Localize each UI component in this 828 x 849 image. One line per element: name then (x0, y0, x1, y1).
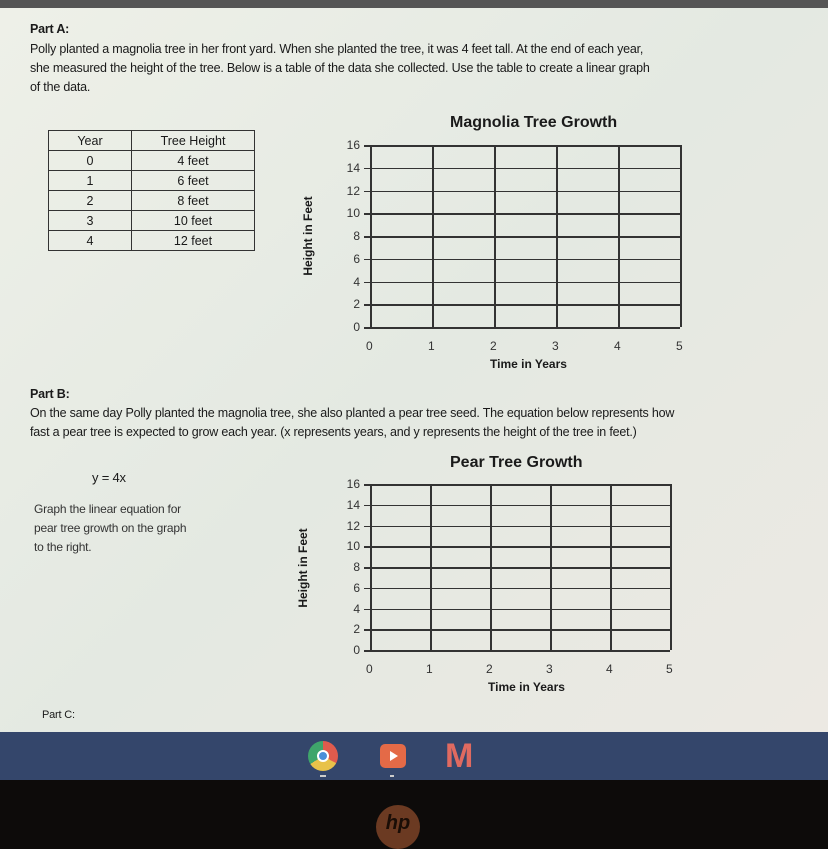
h-gridline (364, 588, 670, 590)
y-tick-label: 2 (353, 297, 360, 312)
year-cell: 2 (49, 191, 132, 211)
x-tick-label: 2 (490, 339, 497, 353)
h-gridline (364, 213, 680, 215)
table-row (49, 191, 255, 211)
h-gridline (364, 650, 670, 652)
chromeos-shelf (0, 732, 828, 780)
x-axis-label: Time in Years (488, 680, 565, 694)
h-gridline (364, 236, 680, 238)
instruction-line: Graph the linear equation for (34, 502, 181, 516)
y-tick-label: 16 (346, 138, 360, 152)
x-tick-label: 5 (666, 662, 673, 676)
hp-logo: hp (376, 805, 420, 849)
table-row (49, 151, 255, 171)
h-gridline (364, 304, 680, 306)
v-gridline (670, 484, 672, 650)
x-tick-label: 0 (366, 339, 373, 353)
h-gridline (364, 168, 680, 170)
table-header: Year (49, 131, 132, 151)
y-axis-label: Height in Feet (296, 528, 310, 608)
v-gridline (370, 484, 372, 650)
part-c-heading: Part C: (42, 709, 75, 721)
y-tick-label: 10 (346, 206, 360, 221)
chart-title: Pear Tree Growth (450, 454, 583, 471)
height-cell: 12 feet (132, 231, 255, 251)
table-row (49, 231, 255, 251)
table-header: Tree Height (132, 131, 255, 151)
y-tick-label: 10 (346, 539, 360, 554)
y-tick-label: 12 (346, 183, 360, 198)
running-indicator (390, 775, 394, 777)
chrome-icon[interactable] (308, 741, 338, 771)
y-tick-label: 12 (346, 518, 360, 533)
v-gridline (432, 145, 434, 327)
y-tick-label: 16 (346, 477, 360, 491)
part-b-line: On the same day Polly planted the magnolia tree, she also planted a pear tree seed. The equation below represents how (30, 406, 675, 420)
h-gridline (364, 282, 680, 284)
part-a-heading: Part A: (30, 22, 70, 36)
tree-height-table (48, 130, 255, 251)
h-gridline (364, 526, 670, 528)
y-tick-label: 4 (353, 601, 360, 616)
year-cell: 3 (49, 211, 132, 231)
year-cell: 4 (49, 231, 132, 251)
header-band (0, 0, 828, 8)
h-gridline (364, 546, 670, 548)
h-gridline (364, 484, 670, 486)
y-tick-label: 0 (353, 320, 360, 334)
instruction-line: to the right. (34, 540, 92, 554)
y-tick-label: 6 (353, 251, 360, 266)
y-tick-label: 4 (353, 274, 360, 289)
x-tick-label: 4 (614, 339, 621, 353)
part-a-line: of the data. (30, 80, 91, 94)
chrome-icon-center (317, 750, 329, 762)
v-gridline (430, 484, 432, 650)
part-b-heading: Part B: (30, 387, 70, 401)
x-tick-label: 1 (428, 339, 435, 353)
x-axis-label: Time in Years (490, 357, 567, 371)
y-tick-label: 14 (346, 160, 360, 175)
play-icon (390, 751, 398, 761)
x-tick-label: 5 (676, 339, 683, 353)
x-tick-label: 3 (552, 339, 559, 353)
chart-title: Magnolia Tree Growth (450, 114, 618, 131)
height-cell: 6 feet (132, 171, 255, 191)
height-cell: 8 feet (132, 191, 255, 211)
h-gridline (364, 259, 680, 261)
instruction-line: pear tree growth on the graph (34, 521, 187, 535)
y-tick-label: 0 (353, 643, 360, 657)
v-gridline (490, 484, 492, 650)
y-axis-label: Height in Feet (301, 196, 315, 276)
height-cell: 4 feet (132, 151, 255, 171)
youtube-icon[interactable] (380, 744, 406, 768)
h-gridline (364, 505, 670, 507)
year-cell: 1 (49, 171, 132, 191)
x-tick-label: 2 (486, 662, 493, 676)
x-tick-label: 1 (426, 662, 433, 676)
y-tick-label: 8 (353, 229, 360, 243)
h-gridline (364, 629, 670, 631)
height-cell: 10 feet (132, 211, 255, 231)
x-tick-label: 3 (546, 662, 553, 676)
y-tick-label: 14 (346, 497, 360, 512)
y-tick-label: 6 (353, 580, 360, 595)
h-gridline (364, 191, 680, 193)
part-a-line: she measured the height of the tree. Below is a table of the data she collected. Use the table to create a linear graph (30, 61, 650, 75)
v-gridline (680, 145, 682, 327)
h-gridline (364, 609, 670, 611)
table-row (49, 171, 255, 191)
h-gridline (364, 567, 670, 569)
v-gridline (370, 145, 372, 327)
v-gridline (610, 484, 612, 650)
x-tick-label: 0 (366, 662, 373, 676)
year-cell: 0 (49, 151, 132, 171)
y-tick-label: 8 (353, 560, 360, 574)
v-gridline (618, 145, 620, 327)
v-gridline (556, 145, 558, 327)
gmail-icon[interactable]: M (445, 737, 474, 775)
part-a-line: Polly planted a magnolia tree in her front yard. When she planted the tree, it was 4 feet tall. At the end of each year, (30, 42, 644, 56)
h-gridline (364, 145, 680, 147)
x-tick-label: 4 (606, 662, 613, 676)
equation: y = 4x (92, 470, 126, 485)
y-tick-label: 2 (353, 622, 360, 637)
v-gridline (494, 145, 496, 327)
h-gridline (364, 327, 680, 329)
part-b-line: fast a pear tree is expected to grow each year. (x represents years, and y represents the height of the tree in feet.) (30, 425, 637, 439)
running-indicator (320, 775, 326, 777)
v-gridline (550, 484, 552, 650)
table-row (49, 211, 255, 231)
